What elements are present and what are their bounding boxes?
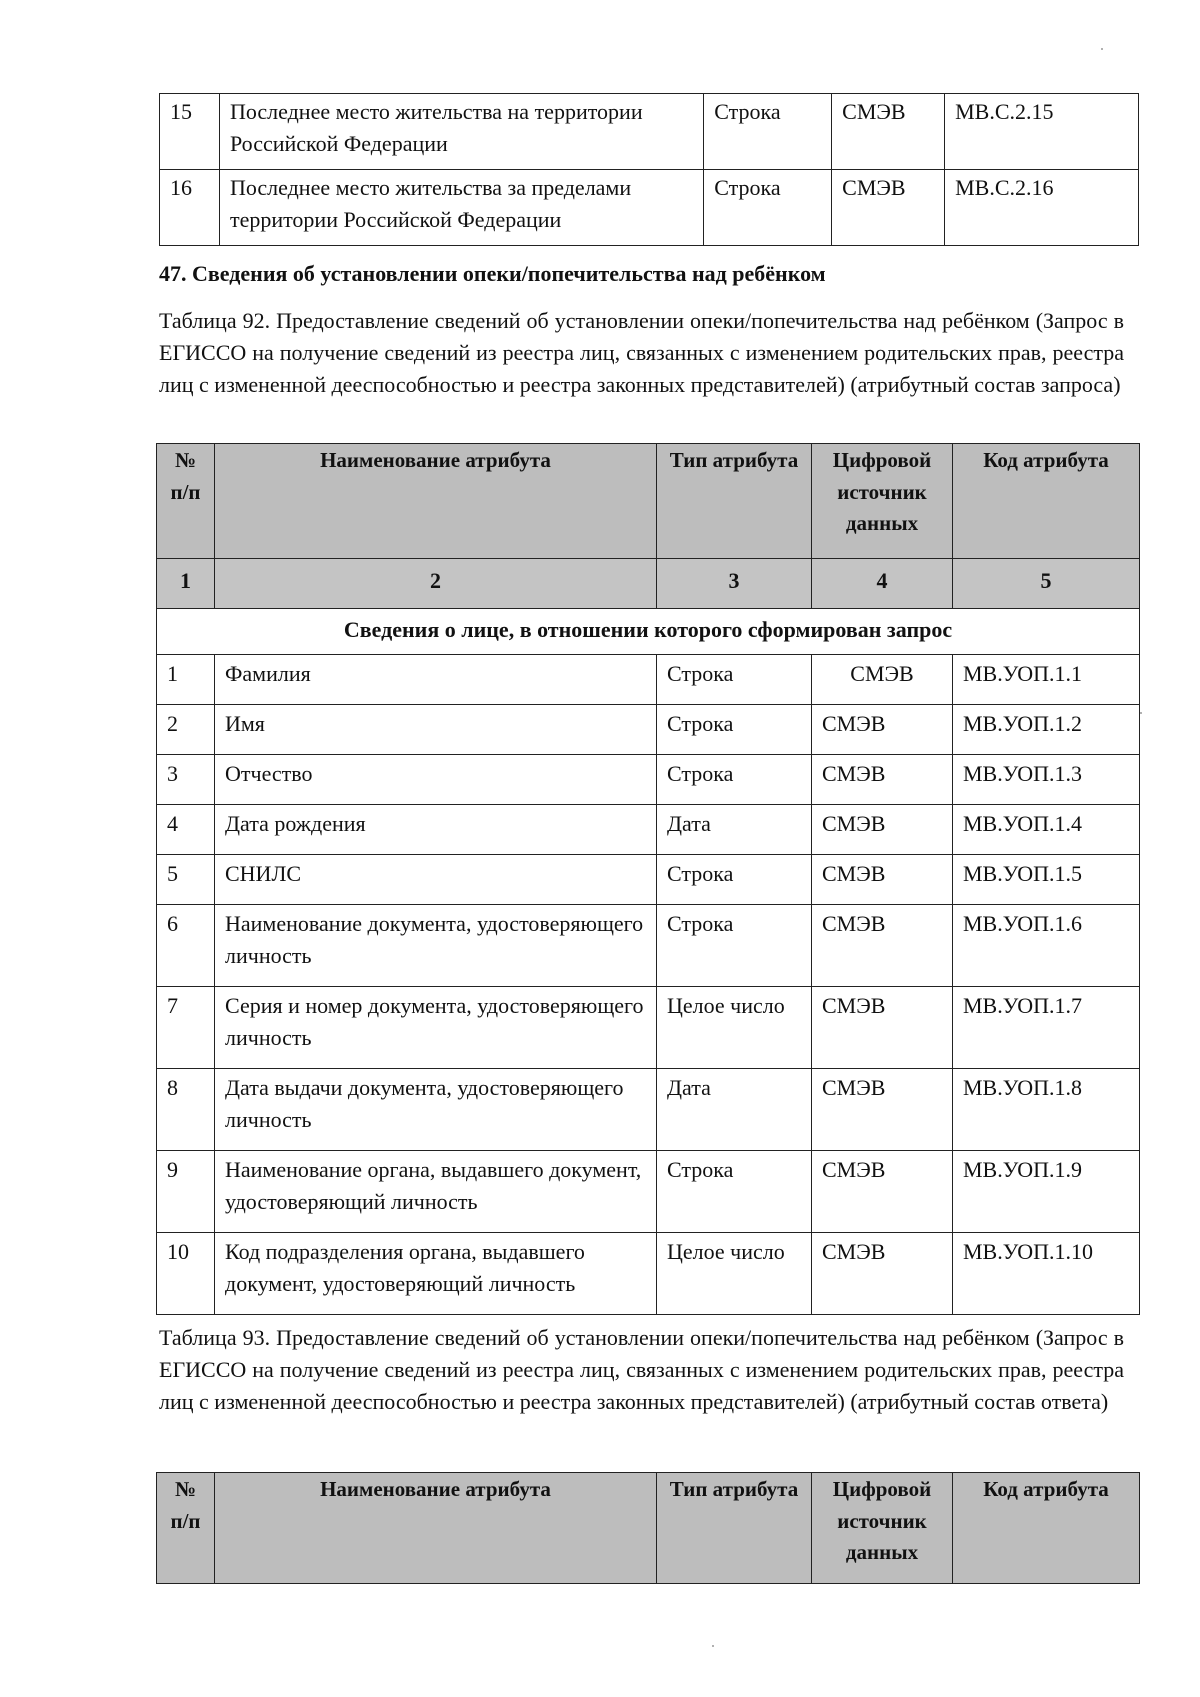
attribute-source: СМЭВ <box>812 1069 953 1151</box>
attribute-source: СМЭВ <box>812 1233 953 1315</box>
attribute-name: Наименование документа, удостоверяющего личность <box>215 905 657 987</box>
attribute-source: СМЭВ <box>832 94 945 170</box>
column-number: 2 <box>215 559 657 609</box>
attribute-source: СМЭВ <box>812 755 953 805</box>
attribute-type: Строка <box>657 755 812 805</box>
attribute-name: Дата выдачи документа, удостоверяющего личность <box>215 1069 657 1151</box>
attribute-type: Строка <box>704 170 832 246</box>
table-92-caption: Таблица 92. Предоставление сведений об установлении опеки/попечительства над ребёнком (Запрос в ЕГИССО на получение сведений из реестра лиц, связанных с изменением родительских прав, реестра лиц с измененной дееспособностью и реестра законных представителей) (атрибутный состав запроса) <box>159 308 1124 397</box>
column-number: 3 <box>657 559 812 609</box>
attribute-code: МВ.С.2.16 <box>945 170 1139 246</box>
row-number: 15 <box>160 94 220 170</box>
attribute-type: Строка <box>657 1151 812 1233</box>
attribute-type: Строка <box>657 705 812 755</box>
group-header-row <box>157 609 1140 655</box>
table-row <box>157 905 1140 987</box>
attribute-type: Строка <box>704 94 832 170</box>
attribute-source: СМЭВ <box>832 170 945 246</box>
attribute-code: МВ.УОП.1.2 <box>953 705 1140 755</box>
row-number: 16 <box>160 170 220 246</box>
table-header-row <box>157 1473 1140 1584</box>
table-row <box>157 855 1140 905</box>
header-attribute-name: Наименование атрибута <box>215 1473 657 1584</box>
row-number: 2 <box>157 705 215 755</box>
attribute-type: Целое число <box>657 987 812 1069</box>
header-attribute-code: Код атрибута <box>953 444 1140 559</box>
table-93-caption: Таблица 93. Предоставление сведений об установлении опеки/попечительства над ребёнком (Запрос в ЕГИССО на получение сведений из реестра лиц, связанных с изменением родительских прав, реестра лиц с измененной дееспособностью и реестра законных представителей) (атрибутный состав ответа) <box>159 1325 1124 1414</box>
table-row <box>157 705 1140 755</box>
attribute-name: Наименование органа, выдавшего документ, удостоверяющий личность <box>215 1151 657 1233</box>
attribute-name: Имя <box>215 705 657 755</box>
scan-speck <box>1140 712 1142 714</box>
table-row <box>157 1069 1140 1151</box>
column-number: 4 <box>812 559 953 609</box>
attribute-code: МВ.УОП.1.9 <box>953 1151 1140 1233</box>
row-number: 7 <box>157 987 215 1069</box>
column-numbers-row <box>157 559 1140 609</box>
row-number: 6 <box>157 905 215 987</box>
attribute-name: СНИЛС <box>215 855 657 905</box>
attribute-type: Строка <box>657 905 812 987</box>
table-row <box>157 1151 1140 1233</box>
attribute-name: Последнее место жительства на территории Российской Федерации <box>219 94 703 170</box>
attribute-code: МВ.УОП.1.7 <box>953 987 1140 1069</box>
attribute-code: МВ.УОП.1.3 <box>953 755 1140 805</box>
table-row <box>160 170 1139 246</box>
header-number: № п/п <box>157 444 215 559</box>
header-data-source: Цифровой источник данных <box>812 1473 953 1584</box>
table-row <box>157 987 1140 1069</box>
attribute-code: МВ.УОП.1.6 <box>953 905 1140 987</box>
header-data-source: Цифровой источник данных <box>812 444 953 559</box>
table-row <box>157 755 1140 805</box>
row-number: 4 <box>157 805 215 855</box>
table-row <box>157 1233 1140 1315</box>
row-number: 3 <box>157 755 215 805</box>
header-attribute-name: Наименование атрибута <box>215 444 657 559</box>
attribute-name: Фамилия <box>215 655 657 705</box>
attribute-type: Строка <box>657 655 812 705</box>
attribute-code: МВ.УОП.1.10 <box>953 1233 1140 1315</box>
header-attribute-code: Код атрибута <box>953 1473 1140 1584</box>
column-number: 5 <box>953 559 1140 609</box>
attribute-name: Отчество <box>215 755 657 805</box>
table-row <box>160 94 1139 170</box>
attribute-source: СМЭВ <box>812 705 953 755</box>
table-header-row <box>157 444 1140 559</box>
attribute-source: СМЭВ <box>812 987 953 1069</box>
attribute-type: Строка <box>657 855 812 905</box>
attribute-type: Дата <box>657 805 812 855</box>
attribute-code: МВ.УОП.1.8 <box>953 1069 1140 1151</box>
attribute-code: МВ.УОП.1.1 <box>953 655 1140 705</box>
table-92 <box>156 443 1140 1315</box>
attribute-source: СМЭВ <box>812 1151 953 1233</box>
continuation-table <box>159 93 1139 246</box>
row-number: 8 <box>157 1069 215 1151</box>
attribute-source: СМЭВ <box>812 905 953 987</box>
column-number: 1 <box>157 559 215 609</box>
attribute-name: Дата рождения <box>215 805 657 855</box>
attribute-source: СМЭВ <box>812 855 953 905</box>
header-number: № п/п <box>157 1473 215 1584</box>
table-row <box>157 805 1140 855</box>
attribute-source: СМЭВ <box>812 655 953 705</box>
attribute-type: Дата <box>657 1069 812 1151</box>
scan-speck <box>1101 48 1103 50</box>
attribute-name: Серия и номер документа, удостоверяющего личность <box>215 987 657 1069</box>
attribute-source: СМЭВ <box>812 805 953 855</box>
row-number: 5 <box>157 855 215 905</box>
attribute-name: Последнее место жительства за пределами территории Российской Федерации <box>219 170 703 246</box>
attribute-name: Код подразделения органа, выдавшего документ, удостоверяющий личность <box>215 1233 657 1315</box>
header-attribute-type: Тип атрибута <box>657 1473 812 1584</box>
scan-speck <box>712 1645 714 1647</box>
attribute-code: МВ.С.2.15 <box>945 94 1139 170</box>
row-number: 10 <box>157 1233 215 1315</box>
row-number: 9 <box>157 1151 215 1233</box>
attribute-type: Целое число <box>657 1233 812 1315</box>
header-attribute-type: Тип атрибута <box>657 444 812 559</box>
attribute-code: МВ.УОП.1.5 <box>953 855 1140 905</box>
group-title: Сведения о лице, в отношении которого сформирован запрос <box>157 609 1140 655</box>
table-row <box>157 655 1140 705</box>
section-title: 47. Сведения об установлении опеки/попечительства над ребёнком <box>159 261 826 286</box>
row-number: 1 <box>157 655 215 705</box>
table-93 <box>156 1472 1140 1584</box>
attribute-code: МВ.УОП.1.4 <box>953 805 1140 855</box>
